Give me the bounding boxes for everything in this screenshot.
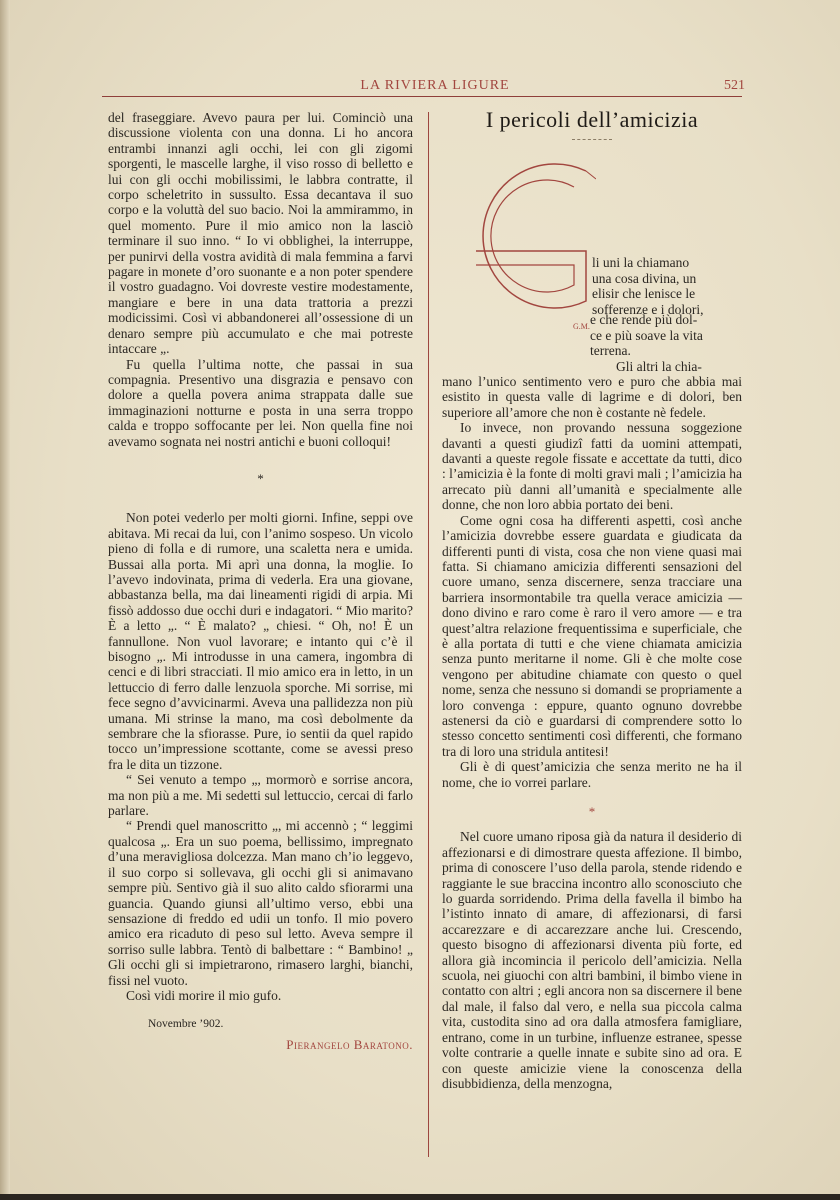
page-bottom-edge	[0, 1194, 840, 1200]
dropcap-line: ce e più soave la vita	[590, 327, 703, 343]
section-separator: *	[257, 470, 264, 486]
right-paragraph: Nel cuore umano riposa già da natura il desiderio di affezionarsi e di dimostrare questa affezione. Il bimbo, prima di conoscere l’uso della parola, stende ridendo e raggiante le sue braccina incontro allo sconosciuto che lo guarda sorridendo. Prima della favella il bimbo ha l’istinto innato di amare, di affezionarsi, di farsi accarezzare e di accarezzare anche lui. Crescendo, questo bisogno di affezionarsi diventa più forte, ed allora già incomincia il pericolo dell’amicizia. Nella scuola, nei giuochi con altri bambini, il bimbo viene in contatto con altri ; egli ancora non sa discernere il bene dal male, il falso dal vero, e nella sua piccola calma vita, custodita sino ad ora dalla atmosfera famigliare, entrano, come in un turbine, influenze estranee, spesse volte contrarie a quelle innate e subite sino ad ora. E con queste amicizie viene la conoscenza della disubbidienza, della menzogna,	[442, 829, 742, 1091]
dropcap-continuation	[442, 312, 742, 374]
left-column	[108, 110, 413, 1052]
page-binding-edge	[0, 0, 10, 1200]
article-date: Novembre ’902.	[148, 1018, 224, 1031]
dropcap-line: li uni la chiamano	[592, 255, 690, 271]
article-title: I pericoli dell’amicizia	[485, 107, 699, 132]
dropcap-line: e che rende più dol-	[590, 312, 698, 328]
left-paragraph: Fu quella l’ultima notte, che passai in sua compagnia. Presentivo una disgrazia e pensavo con dolore a quella povera anima strappata dalle sue immaginazioni notturne e posta in una serra troppo calda e troppo soffocante per lei. Non quella fine noi avevamo sognata nei nostri antichi e buoni colloqui!	[108, 356, 413, 449]
left-paragraph: Così vidi morire il mio gufo.	[126, 987, 282, 1003]
initial-letter-g-icon	[446, 151, 596, 321]
right-column	[442, 107, 742, 1091]
drop-cap-text	[592, 255, 742, 317]
right-paragraph: Gli è di quest’amicizia che senza merito ne ha il nome, che io vorrei parlare.	[442, 759, 742, 790]
left-paragraph: “ Sei venuto a tempo „, mormorò e sorrise ancora, ma non più a me. Mi sedetti sul lettuccio, cercai di farlo parlare.	[108, 772, 413, 819]
dropcap-line: terrena.	[590, 343, 631, 359]
column-divider	[428, 112, 429, 1157]
right-paragraph: Come ogni cosa ha differenti aspetti, così anche l’amicizia dovrebbe essere guardata e giudicata da differenti punti di vista, cosa che non viene quasi mai fatta. Si chiamano amicizia differenti sensazioni del cuore umano, senza discernere, senza tracciare una barriera insormontabile tra quella verace amicizia — dono divino e raro come è raro il vero amore — e tra quest’altra relazione frequentissima e superficiale, che è alla portata di tutti e che viene chiamata amicizia senza punto meritarne il nome. Gli è che molte cose vengono per abitudine chiamate con questo o quel nome, senza che nessuno si domandi se propriamente a loro convenga : eppure, quanto ognuno dovrebbe astenersi da ciò e guardarsi di comprendere sotto lo stesso concetto sentimenti così differenti, che formano tra di loro una stridula antitesi!	[442, 512, 742, 759]
dropcap-line: Gli altri la chia-	[616, 358, 702, 374]
left-paragraph: “ Prendi quel manoscritto „, mi accennò ; “ leggimi qualcosa „. Era un suo poema, bellissimo, impregnato d’una meravigliosa dolcezza. Man mano ch’io leggevo, il suo corpo si sollevava, gli occhi gli si animavano sempre più. Sentivo già il suo alito caldo sfiorarmi una guancia. Quando giunsi all’ultimo verso, ebbi una sensazione di freddo ed udii un tonfo. Il mio povero amico era ricaduto di peso sul letto. Aveva sempre il sorriso sulle labbra. Tentò di balbettare : “ Bambino! „ Gli occhi gli si impietrarono, rimasero larghi, bianchi, fissi nel vuoto.	[108, 818, 413, 988]
author-signature: Pierangelo Baratono.	[286, 1036, 413, 1052]
dropcap-line: una cosa divina, un	[592, 270, 697, 286]
initial-artist-mark: G.M.	[573, 322, 590, 332]
dropcap-line: sofferenze e i dolori,	[592, 301, 704, 317]
right-paragraph: mano l’unico sentimento vero e puro che abbia mai esistito in questa valle di lagrime e di dolori, ben superiore all’amore che non è costante nè fedele.	[442, 374, 742, 420]
dropcap-line: elisir che lenisce le	[592, 286, 696, 302]
header-rule	[102, 96, 742, 97]
drop-cap-block	[442, 151, 742, 332]
page-number: 521	[724, 78, 745, 93]
title-ornament	[572, 139, 612, 141]
left-paragraph: Non potei vederlo per molti giorni. Infine, seppi ove abitava. Mi recai da lui, con l’animo sospeso. Un vicolo pieno di folla e di rumore, una scaletta nera e umida. Bussai alla porta. Mi aprì una donna, la moglie. Io l’avevo indovinata, prima di vederla. Era una giovane, abbastanza bella, ma dai lineamenti rigidi di arpia. Mi fissò addosso due occhi duri e indagatori. “ Mio marito? È a letto „. “ È malato? „ chiesi. “ Oh, no! È un fannullone. Non vuol lavorare; e intanto qui c’è il bisogno „. Mi introdusse in una camera, ingombra di cenci e di libri stracciati. Il mio amico era in letto, in un lettuccio di ferro dalle lenzuola sporche. Mi sorrise, mi fece segno d’avvicinarmi. Aveva una pallidezza non più umana. Mi strinse la mano, ma così debolmente da sembrare che la sfiorasse. Pure, io sentii da quel rapido tocco un’impressione scottante, come se avessi preso fra le dita un tizzone.	[108, 510, 413, 772]
left-paragraph: del fraseggiare. Avevo paura per lui. Cominciò una discussione violenta con una donna. Li ho ancora entrambi innanzi agli occhi, lei con gli zigomi sporgenti, le mascelle larghe, il viso rosso di belletto e lui con gli occhi mobilissimi, le labbra contratte, il corpo scheletrito in sussulto. Essa decantava il suo corpo e la voluttà del suo bacio. Noi la ammirammo, in quel momento. Pure il mio amico non la lasciò terminare il suo inno. “ Io vi obblighei, la interruppe, per punirvi della vostra avidità di mala femmina a farvi pagare in monete d’oro suonante e a non poter spendere il vostro guadagno. Voi dovreste vestire modestamente, mangiare e bere in una data trattoria a prezzi modicissimi. Così vi abbandonerei all’ossessione di un denaro sempre più accumulato e che mai potreste intaccare „.	[108, 110, 413, 357]
right-paragraph: Io invece, non provando nessuna soggezione davanti a questi giudizî fatti da uomini attempati, davanti a queste regole fissate e accettate da tutti, dico : l’amicizia è la fonte di molti gravi mali ; l’amicizia ha arrecato più danni all’umanità e specialmente alle donne, che non loro abbia portato dei beni.	[442, 420, 742, 513]
section-separator: *	[588, 804, 596, 819]
running-title: LA RIVIERA LIGURE	[360, 78, 510, 93]
